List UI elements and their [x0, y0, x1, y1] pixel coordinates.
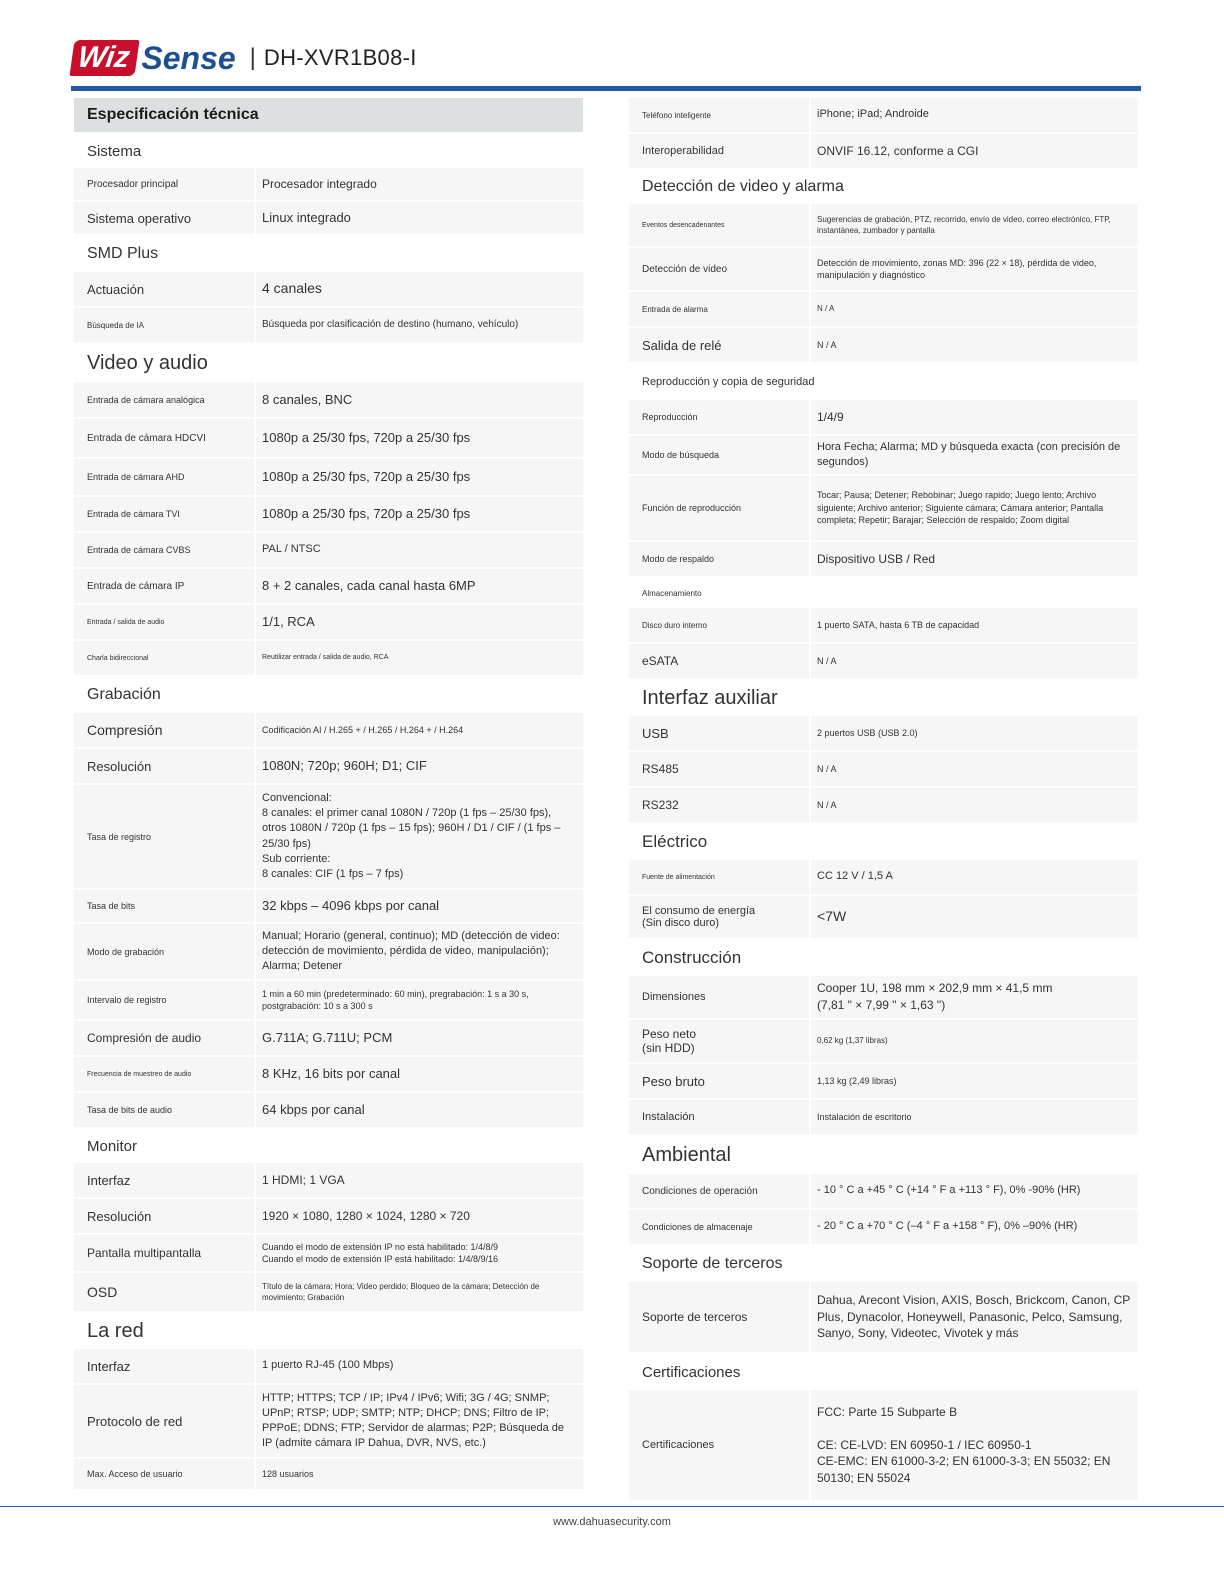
spec-label: Condiciones de operación [629, 1174, 809, 1208]
spec-label: Detección de video [629, 248, 809, 290]
spec-value: Procesador integrado [256, 168, 583, 200]
spec-row [629, 1282, 1138, 1352]
spec-row [629, 328, 1138, 362]
section-title-monitor: Monitor [87, 1137, 138, 1155]
spec-value: 8 canales, BNC [256, 382, 583, 417]
header-rule [71, 86, 1141, 91]
spec-label: Dimensiones [629, 976, 809, 1018]
spec-row [74, 419, 583, 457]
spec-value: 64 kbps por canal [256, 1093, 583, 1127]
spec-row [74, 1093, 583, 1127]
spec-label: RS232 [629, 788, 809, 822]
spec-row [629, 542, 1138, 576]
spec-label: Compresión [74, 713, 254, 747]
spec-value: 1/4/9 [811, 400, 1138, 434]
spec-label: Función de reproducción [629, 476, 809, 540]
spec-row [74, 981, 583, 1019]
spec-label: Reproducción [629, 400, 809, 434]
spec-value: Hora Fecha; Alarma; MD y búsqueda exacta (con precisión de segundos) [811, 436, 1138, 474]
spec-value: Cooper 1U, 198 mm × 202,9 mm × 41,5 mm (7,81 " × 7,99 " × 1,63 ") [811, 976, 1138, 1018]
spec-row [74, 382, 583, 417]
spec-label: Entrada de cámara CVBS [74, 533, 254, 567]
spec-row [629, 788, 1138, 822]
spec-label: Frecuencia de muestreo de audio [74, 1057, 254, 1091]
spec-value: N / A [811, 328, 1138, 362]
spec-row [74, 924, 583, 979]
spec-row [74, 202, 583, 234]
spec-value: 8 + 2 canales, cada canal hasta 6MP [256, 569, 583, 603]
spec-row [74, 1273, 583, 1311]
section-title-sistema: Sistema [87, 142, 142, 160]
spec-row [629, 896, 1138, 938]
spec-value: 2 puertos USB (USB 2.0) [811, 716, 1138, 750]
spec-row [74, 749, 583, 783]
spec-row [629, 292, 1138, 326]
section-title-certificaciones: Certificaciones [642, 1363, 741, 1381]
spec-row [629, 204, 1138, 246]
logo-wiz: Wiz [69, 40, 139, 76]
spec-value: iPhone; iPad; Androide [811, 98, 1138, 132]
spec-label: Procesador principal [74, 168, 254, 200]
spec-label: Entrada de cámara HDCVI [74, 419, 254, 457]
spec-row [629, 400, 1138, 434]
section-title-ambiental: Ambiental [642, 1143, 731, 1166]
spec-value: Codificación AI / H.265 + / H.265 / H.264 + / H.264 [256, 713, 583, 747]
left-column [74, 98, 583, 1491]
spec-label: Sistema operativo [74, 202, 254, 234]
spec-row [74, 605, 583, 639]
spec-row [74, 1163, 583, 1197]
spec-value: 1080N; 720p; 960H; D1; CIF [256, 749, 583, 783]
section-title-reproduccion: Reproducción y copia de seguridad [642, 376, 815, 388]
spec-row [629, 1100, 1138, 1134]
spec-value: HTTP; HTTPS; TCP / IP; IPv4 / IPv6; Wifi; 3G / 4G; SNMP; UPnP; RTSP; UDP; SMTP; NTP; DHCP; DNS; Filtro de IP; PPPoE; DDNS; FTP; Servidor de alarmas; P2P; Búsqueda de IP (admite cámara IP Dahua, DVR, NVS, etc.) [256, 1385, 583, 1457]
spec-label: Intervalo de registro [74, 981, 254, 1019]
spec-value: Cuando el modo de extensión IP no está habilitado: 1/4/8/9 Cuando el modo de extensión IP está habilitado: 1/4/8/9/16 [256, 1235, 583, 1271]
spec-value: ONVIF 16.12, conforme a CGI [811, 134, 1138, 168]
spec-value: 1080p a 25/30 fps, 720p a 25/30 fps [256, 419, 583, 457]
spec-row [629, 976, 1138, 1018]
spec-label: OSD [74, 1273, 254, 1311]
spec-value: Búsqueda por clasificación de destino (humano, vehículo) [256, 308, 583, 342]
spec-label: Resolución [74, 1199, 254, 1233]
section-title-almacenamiento: Almacenamiento [642, 588, 702, 598]
spec-row [74, 569, 583, 603]
spec-label: Tasa de bits de audio [74, 1093, 254, 1127]
spec-label: Modo de grabación [74, 924, 254, 979]
spec-label: Modo de búsqueda [629, 436, 809, 474]
section-title-construccion: Construcción [642, 948, 742, 967]
spec-label: Max. Acceso de usuario [74, 1459, 254, 1489]
spec-value: Dahua, Arecont Vision, AXIS, Bosch, Brickcom, Canon, CP Plus, Dynacolor, Honeywell, Panasonic, Pelco, Samsung, Sanyo, Sony, Videotec, Vivotek y más [811, 1282, 1138, 1352]
right-column [629, 98, 1138, 1502]
spec-row [74, 641, 583, 675]
spec-label: Disco duro interno [629, 608, 809, 642]
spec-label: Interoperabilidad [629, 134, 809, 168]
spec-label: Tasa de registro [74, 785, 254, 888]
spec-label: Resolución [74, 749, 254, 783]
spec-row [74, 713, 583, 747]
spec-label: RS485 [629, 752, 809, 786]
section-title-auxiliar: Interfaz auxiliar [642, 686, 778, 709]
spec-row [629, 716, 1138, 750]
spec-row [629, 1174, 1138, 1208]
spec-value: PAL / NTSC [256, 533, 583, 567]
spec-row [629, 98, 1138, 132]
spec-value: - 10 ° C a +45 ° C (+14 ° F a +113 ° F), 0% -90% (HR) [811, 1174, 1138, 1208]
spec-row [74, 168, 583, 200]
section-title-electrico: Eléctrico [642, 832, 708, 851]
spec-value: N / A [811, 644, 1138, 678]
spec-label: Interfaz [74, 1349, 254, 1383]
spec-value: 1080p a 25/30 fps, 720p a 25/30 fps [256, 459, 583, 495]
spec-row [74, 272, 583, 306]
spec-value: Linux integrado [256, 202, 583, 234]
spec-label: Instalación [629, 1100, 809, 1134]
spec-row [629, 436, 1138, 474]
spec-value: 4 canales [256, 272, 583, 306]
footer-rule [0, 1506, 1224, 1507]
spec-label: Peso neto (sin HDD) [629, 1020, 809, 1062]
spec-label: Certificaciones [629, 1390, 809, 1500]
spec-label: Búsqueda de IA [74, 308, 254, 342]
spec-row [74, 1385, 583, 1457]
spec-value: N / A [811, 752, 1138, 786]
section-title-red: La red [87, 1319, 144, 1342]
spec-label: Entrada de cámara AHD [74, 459, 254, 495]
spec-row [629, 1210, 1138, 1244]
spec-row [629, 134, 1138, 168]
spec-value: Tocar; Pausa; Detener; Rebobinar; Juego rapido; Juego lento; Archivo siguiente; Archivo anterior; Siguiente cámara; Cámara anterior; Pantalla completa; Repetir; Barajar; Selección de respaldo; Zoom digital [811, 476, 1138, 540]
spec-label: USB [629, 716, 809, 750]
spec-value: 1 puerto RJ-45 (100 Mbps) [256, 1349, 583, 1383]
spec-row [74, 1199, 583, 1233]
spec-label: Entrada de alarma [629, 292, 809, 326]
spec-label: eSATA [629, 644, 809, 678]
spec-value: Reutilizar entrada / salida de audio, RCA [256, 641, 583, 675]
spec-row [74, 459, 583, 495]
section-title-smd: SMD Plus [87, 245, 159, 262]
section-title-terceros: Soporte de terceros [642, 1255, 783, 1272]
spec-label: Tasa de bits [74, 890, 254, 922]
spec-row [629, 1390, 1138, 1500]
spec-value: Manual; Horario (general, continuo); MD (detección de video: detección de movimiento, pérdida de video, manipulación); Alarma; Detener [256, 924, 583, 979]
spec-label: Modo de respaldo [629, 542, 809, 576]
spec-value: N / A [811, 788, 1138, 822]
spec-row [629, 752, 1138, 786]
spec-row [74, 1057, 583, 1091]
spec-row [74, 1021, 583, 1055]
spec-value: G.711A; G.711U; PCM [256, 1021, 583, 1055]
spec-label: Peso bruto [629, 1064, 809, 1098]
spec-label: Eventos desencadenantes [629, 204, 809, 246]
section-title-grabacion: Grabación [87, 686, 161, 703]
section-title-video: Video y audio [87, 351, 208, 374]
spec-label: Protocolo de red [74, 1385, 254, 1457]
spec-label: Entrada de cámara TVI [74, 497, 254, 531]
spec-heading: Especificación técnica [74, 98, 583, 132]
spec-value: Sugerencias de grabación, PTZ, recorrido, envío de video, correo electrónico, FTP, instantánea, zumbador y pantalla [811, 204, 1138, 246]
spec-row [74, 533, 583, 567]
model-number: DH-XVR1B08-I [263, 45, 417, 70]
logo-sense: Sense [141, 39, 236, 76]
spec-label: Interfaz [74, 1163, 254, 1197]
spec-value: Dispositivo USB / Red [811, 542, 1138, 576]
spec-label: Soporte de terceros [629, 1282, 809, 1352]
spec-label: Charla bidireccional [74, 641, 254, 675]
spec-label: Teléfono inteligente [629, 98, 809, 132]
spec-row [74, 785, 583, 888]
spec-label: Entrada de cámara analógica [74, 382, 254, 417]
footer-url: www.dahuasecurity.com [553, 1516, 671, 1528]
spec-row [74, 1459, 583, 1489]
spec-value: - 20 ° C a +70 ° C (–4 ° F a +158 ° F), 0% –90% (HR) [811, 1210, 1138, 1244]
spec-label: Entrada de cámara IP [74, 569, 254, 603]
spec-label: Entrada / salida de audio [74, 605, 254, 639]
spec-value: Título de la cámara; Hora; Video perdido; Bloqueo de la cámara; Detección de movimiento; Grabación [256, 1273, 583, 1311]
spec-value: 1,13 kg (2,49 libras) [811, 1064, 1138, 1098]
spec-row [629, 248, 1138, 290]
spec-row [629, 476, 1138, 540]
wizsense-logo [72, 38, 236, 78]
spec-value: CC 12 V / 1,5 A [811, 860, 1138, 894]
spec-value: 1 HDMI; 1 VGA [256, 1163, 583, 1197]
spec-value: 1920 × 1080, 1280 × 1024, 1280 × 720 [256, 1199, 583, 1233]
spec-value: 32 kbps – 4096 kbps por canal [256, 890, 583, 922]
spec-value: 8 KHz, 16 bits por canal [256, 1057, 583, 1091]
spec-value: 1 puerto SATA, hasta 6 TB de capacidad [811, 608, 1138, 642]
spec-row [74, 890, 583, 922]
spec-value: 1080p a 25/30 fps, 720p a 25/30 fps [256, 497, 583, 531]
spec-label: Pantalla multipantalla [74, 1235, 254, 1271]
spec-row [74, 1349, 583, 1383]
spec-row [629, 1020, 1138, 1062]
spec-label: Compresión de audio [74, 1021, 254, 1055]
page-header [72, 36, 417, 80]
spec-row [74, 1235, 583, 1271]
spec-value: 1 min a 60 min (predeterminado: 60 min), pregrabación: 1 s a 30 s, postgrabación: 10 s a 300 s [256, 981, 583, 1019]
spec-value: 128 usuarios [256, 1459, 583, 1489]
spec-value: N / A [811, 292, 1138, 326]
spec-row [74, 497, 583, 531]
spec-value: FCC: Parte 15 Subparte B CE: CE-LVD: EN 60950-1 / IEC 60950-1 CE-EMC: EN 61000-3-2; EN 61000-3-3; EN 55032; EN 50130; EN 55024 [811, 1390, 1138, 1500]
spec-value: Detección de movimiento, zonas MD: 396 (22 × 18), pérdida de video, manipulación y diagnóstico [811, 248, 1138, 290]
spec-value: <7W [811, 896, 1138, 938]
spec-value: 1/1, RCA [256, 605, 583, 639]
spec-label: Fuente de alimentación [629, 860, 809, 894]
spec-label: Condiciones de almacenaje [629, 1210, 809, 1244]
spec-label: Actuación [74, 272, 254, 306]
spec-row [74, 308, 583, 342]
spec-value: Instalación de escritorio [811, 1100, 1138, 1134]
spec-row [629, 860, 1138, 894]
spec-row [629, 644, 1138, 678]
spec-label: Salida de relé [629, 328, 809, 362]
spec-row [629, 1064, 1138, 1098]
spec-label: El consumo de energía (Sin disco duro) [629, 896, 809, 938]
header-separator: | [249, 44, 256, 71]
spec-value: 0,62 kg (1,37 libras) [811, 1020, 1138, 1062]
spec-row [629, 608, 1138, 642]
spec-value: Convencional: 8 canales: el primer canal 1080N / 720p (1 fps – 25/30 fps), otros 1080N / 720p (1 fps – 15 fps); 960H / D1 / CIF / (1 fps – 25/30 fps) Sub corriente: 8 canales: CIF (1 fps – 7 fps) [256, 785, 583, 888]
section-title-deteccion: Detección de video y alarma [642, 178, 844, 195]
